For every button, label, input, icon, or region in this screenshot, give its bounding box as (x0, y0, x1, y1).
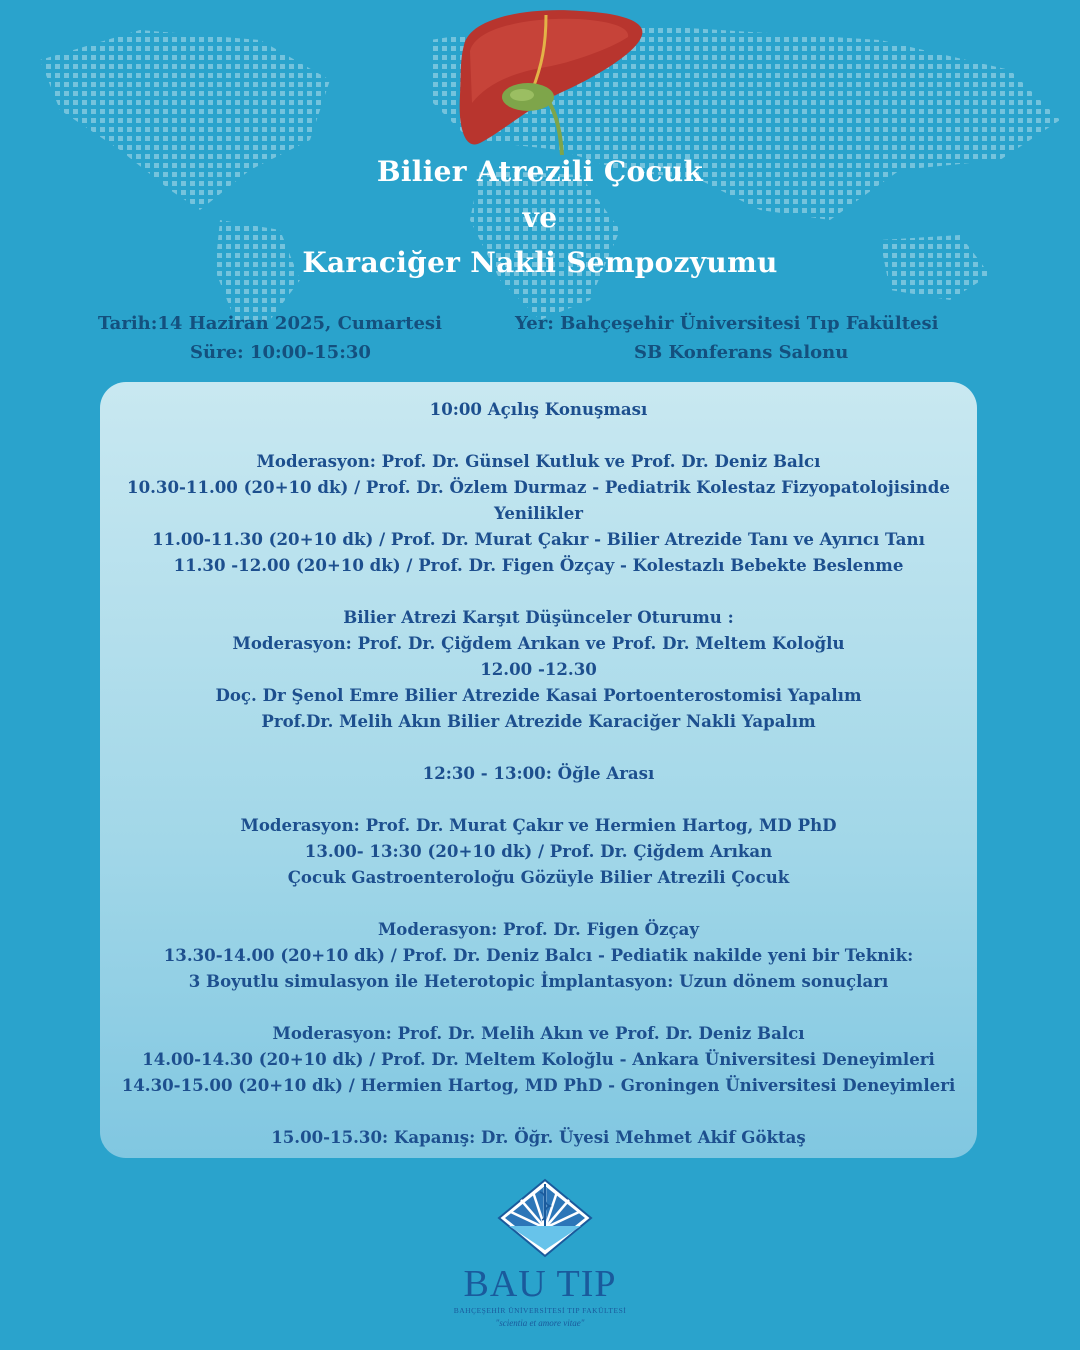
program-line: Çocuk Gastroenteroloğu Gözüyle Bilier Atrezili Çocuk (287, 867, 790, 887)
program-line: 14.00-14.30 (20+10 dk) / Prof. Dr. Meltem Koloğlu - Ankara Üniversitesi Deneyimleri (142, 1049, 935, 1069)
event-date: Tarih:14 Haziran 2025, Cumartesi (98, 313, 442, 334)
program-line: 14.30-15.00 (20+10 dk) / Hermien Hartog, MD PhD - Groningen Üniversitesi Deneyimleri (121, 1075, 956, 1095)
program-line: Bilier Atrezi Karşıt Düşünceler Oturumu : (343, 607, 734, 627)
program-line: 3 Boyutlu simulasyon ile Heterotopic İmplantasyon: Uzun dönem sonuçları (188, 971, 889, 991)
program-line: Yenilikler (493, 503, 584, 523)
program-spacer (100, 422, 977, 448)
program-line: Prof.Dr. Melih Akın Bilier Atrezide Karaciğer Nakli Yapalım (261, 711, 816, 731)
program-list (100, 396, 977, 1150)
event-title-line-3: Karaciğer Nakli Sempozyumu (302, 246, 778, 279)
event-title-line-1: Bilier Atrezili Çocuk (376, 155, 704, 188)
bau-emblem-icon (495, 1178, 595, 1258)
program-line: Moderasyon: Prof. Dr. Murat Çakır ve Hermien Hartog, MD PhD (240, 815, 837, 835)
event-title-line-2: ve (522, 201, 558, 234)
program-line: 12.00 -12.30 (480, 659, 597, 679)
program-line: Moderasyon: Prof. Dr. Figen Özçay (377, 919, 700, 939)
program-line: 11.00-11.30 (20+10 dk) / Prof. Dr. Murat Çakır - Bilier Atrezide Tanı ve Ayırıcı Tanı (152, 529, 925, 549)
event-hall: SB Konferans Salonu (634, 342, 849, 363)
program-spacer (100, 734, 977, 760)
program-spacer (100, 994, 977, 1020)
program-line: 12:30 - 13:00: Öğle Arası (422, 763, 655, 783)
program-spacer (100, 578, 977, 604)
program-line: 11.30 -12.00 (20+10 dk) / Prof. Dr. Figen Özçay - Kolestazlı Bebekte Beslenme (173, 555, 904, 575)
program-line: 10:00 Açılış Konuşması (429, 399, 648, 419)
program-line: 15.00-15.30: Kapanış: Dr. Öğr. Üyesi Mehmet Akif Göktaş (271, 1127, 806, 1147)
program-line: Moderasyon: Prof. Dr. Melih Akın ve Prof. Dr. Deniz Balcı (272, 1023, 805, 1043)
brand-motto: "scientia et amore vitae" (495, 1318, 585, 1328)
liver-icon (450, 5, 650, 155)
brand-subtitle: BAHÇEŞEHİR ÜNİVERSİTESİ TIP FAKÜLTESİ (453, 1306, 627, 1315)
program-line: 13.00- 13:30 (20+10 dk) / Prof. Dr. Çiğdem Arıkan (304, 841, 773, 861)
program-spacer (100, 890, 977, 916)
program-line: Doç. Dr Şenol Emre Bilier Atrezide Kasai Portoenterostomisi Yapalım (215, 685, 862, 705)
program-line: Moderasyon: Prof. Dr. Çiğdem Arıkan ve Prof. Dr. Meltem Koloğlu (232, 633, 845, 653)
program-line: 13.30-14.00 (20+10 dk) / Prof. Dr. Deniz Balcı - Pediatik nakilde yeni bir Teknik: (163, 945, 914, 965)
program-spacer (100, 1098, 977, 1124)
event-venue: Yer: Bahçeşehir Üniversitesi Tıp Fakültesi (515, 313, 939, 334)
event-duration: Süre: 10:00-15:30 (190, 342, 371, 363)
program-line: Moderasyon: Prof. Dr. Günsel Kutluk ve Prof. Dr. Deniz Balcı (256, 451, 821, 471)
brand-name: BAU TIP (463, 1263, 617, 1305)
program-spacer (100, 786, 977, 812)
program-line: 10.30-11.00 (20+10 dk) / Prof. Dr. Özlem Durmaz - Pediatrik Kolestaz Fizyopatolojisinde (127, 477, 950, 497)
